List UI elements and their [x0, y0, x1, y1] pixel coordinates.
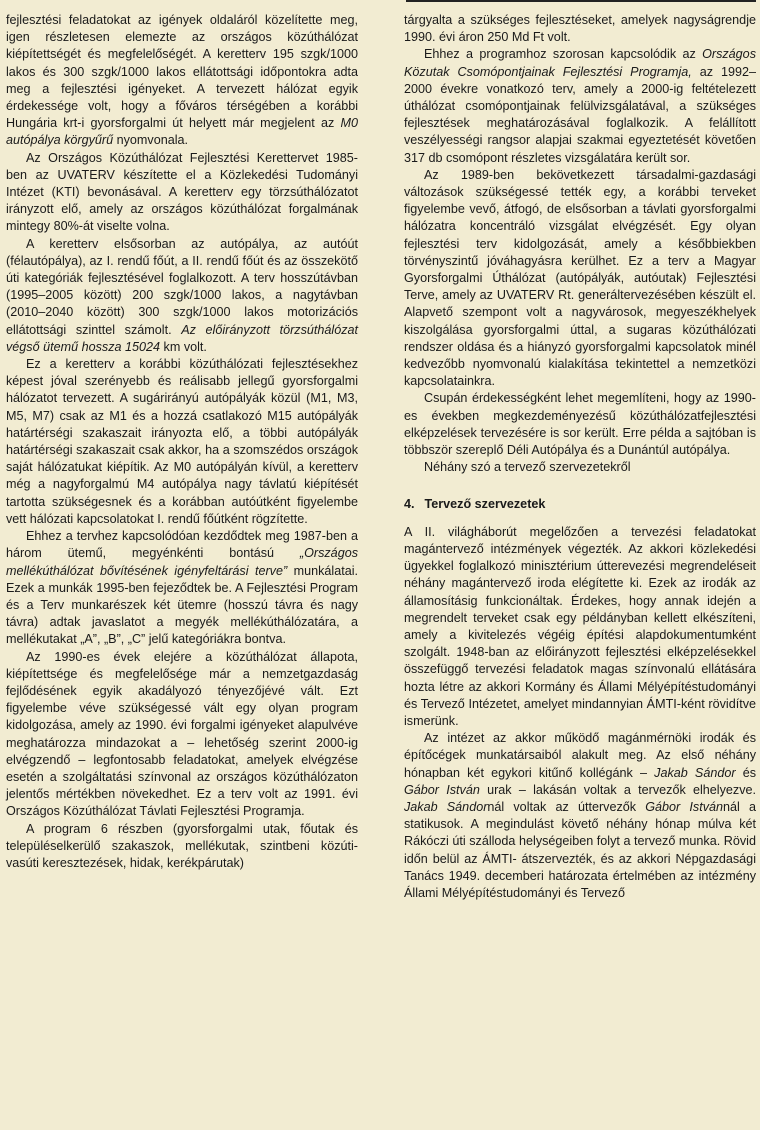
text-run: és	[735, 765, 756, 780]
italic-run: Országos Közutak Csomópontjainak Fejlesztési Programja,	[404, 47, 756, 79]
text-run: Ez a keretterv a korábbi közúthálózati fejlesztésekhez képest jóval szerényebb és reálisabb jellegű gyorsforgalmi hálózatot tervezett. A sugárirányú autópályák közül (M1, M3, M5, M7) csak az M1 és a hozzá csatlakozó M15 autópályák határtérségi szakaszait irányozta elő, a többi autópályák határtérségi szakaszait csak akkor, ha a szomszédos országok saját hálózatukat kiépítik. Az M0 autópályán kívül, a keretterv még a nagyforgalmú M4 autópálya nagy távlatú kiépítését tartotta szükségesnek és a korábban autóútként figyelembe vett hálózati kapcsolatokat I. rendű főútként rögzítette.	[6, 357, 358, 526]
right-column	[404, 12, 756, 902]
italic-run: Az előirányzott törzsúthálózat végső ütemű hossza 15024	[6, 322, 358, 354]
italic-run: M0 autópálya körgyűrű	[6, 116, 358, 148]
text-run: nál voltak az úttervezők	[487, 799, 646, 814]
section-title: Tervező szervezetek	[424, 497, 546, 512]
italic-run: Gábor István	[404, 782, 480, 797]
text-run: km volt.	[160, 339, 207, 354]
paragraph	[404, 730, 756, 902]
paragraph	[404, 167, 756, 391]
italic-run: „Országos mellékúthálózat bővítésének igényfeltárási terve”	[6, 546, 358, 578]
text-run: nyomvonala.	[113, 133, 189, 148]
text-run: A keretterv elsősorban az autópálya, az autóút (félautópálya), az I. rendű főút, a II. rendű főút és az összekötő úti kategóriák fejlesztésével foglalkozott. A terv hosszútávban (1995–2005 között) 200 szgk/1000 lakos, a nagytávban (2010–2040 között) 300 szgk/1000 lakos motorizációs ellátottsági szinttel számolt.	[6, 236, 358, 337]
text-run: Csupán érdekességként lehet megemlíteni, hogy az 1990-es években megkezdeményezésű közúthálózatfejlesztési elképzelések tervezésére is sor került. Erre példa a sajtóban is többször szereplő Déli Autópálya és a Dunántúl autópálya.	[404, 391, 756, 458]
paragraph	[6, 236, 358, 356]
italic-run: Jakab Sándor	[404, 799, 488, 814]
paragraph	[6, 12, 358, 150]
text-run: fejlesztési feladatokat az igények oldaláról közelítette meg, igen részletesen elemezte az országos közúthálózat kiépítettségét és megfelelőségét. A keretterv 195 szgk/1000 lakos és 300 szgk/1000 lakos ellátottsági időpontokra adta meg a fejlesztési igényeket. A tervezett hálózat egyik érdekessége volt, hogy a főváros térségében a korábbi Hungária krt-i gyorsforgalmi út helyett már megjelent az	[6, 13, 358, 131]
left-column	[6, 12, 358, 872]
text-run: az 1992–2000 évekre vonatkozó terv, amely a 2000-ig feltételezett úthálózat csomópontjainak felülvizsgálatával, a szükséges fejlesztések meghatározásával foglalkozik. A felállított veszélyességi rangsor alapjai szakmai egyeztetését követően 317 db csomópont részletes vizsgálatára került sor.	[404, 64, 756, 165]
text-run: Az Országos Közúthálózat Fejlesztési Kerettervet 1985-ben az UVATERV készítette el a Közlekedési Tudományi Intézet (KTI) bevonásával. A keretterv egy törzsúthálózatot irányzott elő, amely az országos közúthálózat forgalmának mintegy 80%-át viselte volna.	[6, 150, 358, 234]
text-run: Ehhez a programhoz szorosan kapcsolódik az	[424, 47, 703, 62]
paragraph	[6, 528, 358, 648]
paragraph	[6, 150, 358, 236]
paragraph	[404, 459, 756, 476]
text-run: Ehhez a tervhez kapcsolódóan kezdődtek meg 1987-ben a három ütemű, megyénkénti bontású	[6, 529, 358, 561]
paragraph	[6, 356, 358, 528]
italic-run: Jakab Sándor	[654, 765, 736, 780]
text-run: munkálatai. Ezek a munkák 1995-ben fejeződtek be. A Fejlesztési Program és a Terv munkarészek két ütemre (hosszú távra és nagy távra) adtak javaslatot a megyék mellékúthálózatára, a mellékutakat „A”, „B”, „C” jelű kategóriákra bontva.	[6, 563, 359, 647]
paragraph	[6, 649, 358, 821]
section-heading	[404, 496, 756, 513]
text-run: A program 6 részben (gyorsforgalmi utak, főutak és településelkerülő szakaszok, mellékutak, szintbeni közúti-vasúti keresztezések, hidak, kerékpárutak)	[6, 821, 358, 870]
text-run: A II. világháborút megelőzően a tervezési feladatokat magántervező intézmények végezték. Az akkori közlekedési ügyekkel foglalkozó minisztérium útterevezési megrendeléseit néhány magántervező iroda elégítette ki. Ezek az irodák az államosításig funkcionáltak. Érdekes, hogy annak idején a megrendelt terveket csak egy példányban kellett elkészíteni, amely a kivitelezés végéig építési alapdokumentumként szolgált. 1948-ban az előirányzott fejlesztési elképzelésekkel összefüggő tervezési feladatok magas színvonalú ellátására hozta létre az akkori Kormány és Állami Mélyépítéstudományi és Tervező Intézetet, amelyet mindannyian ÁMTI-ként rövidítve ismerünk.	[404, 524, 756, 728]
paragraph	[404, 46, 756, 166]
paragraph	[404, 524, 756, 730]
paragraph	[6, 821, 358, 873]
italic-run: Gábor István	[645, 799, 724, 814]
text-run: tárgyalta a szükséges fejlesztéseket, amelyek nagyságrendje 1990. évi áron 250 Md Ft volt.	[404, 13, 756, 45]
text-run: Az intézet az akkor működő magánmérnöki irodák és építőcégek munkatársaiból alakult meg. Az első néhány hónapban két egykori kitűnő kollégánk –	[404, 731, 756, 780]
text-run: nál a statikusok. A megindulást követő néhány hónap múlva két Rákóczi úti szálloda helységeiben folyt a tervező munka. Rövid időn belül az ÁMTI- átszervezték, és az akkori Népgazdasági Tanács 1949. decemberi határozata értelmében az intézmény Állami Mélyépítéstudományi és Tervező	[404, 799, 757, 900]
section-number: 4.	[404, 497, 415, 512]
text-run: Az 1990-es évek elejére a közúthálózat állapota, kiépítettsége és megfelelősége már a nemzetgazdaság fejlődésének egyik akadályozó tényezőjévé vált. Ezt figyelembe véve szükségessé vált egy olyan program kidolgozása, amely az 1990. évi forgalmi igényeket alapulvéve meghatározza mindazokat a – lehetőség szerint 2000-ig elvégzendő – legfontosabb feladatokat, amelyek elvégzése esetén a szolgáltatási színvonal az országos közúthálózaton jelentős mértékben növekedhet. Ez a terv volt az 1991. évi Országos Közúthálózat Távlati Fejlesztési Programja.	[6, 649, 358, 819]
text-run: Az 1989-ben bekövetkezett társadalmi-gazdasági változások szükségessé tették egy, a korábbi terveket figyelembe vevő, átfogó, de elsősorban a távlati gyorsforgalmi hálózatra koncentráló vizsgálat elvégzését. Egy olyan fejlesztési terv kidolgozását, amely a későbbiekben törvényszintű jóváhagyásra kerülhet. Ez a terv a Magyar Gyorsforgalmi Úthálózat (autópályák, autóutak) Fejlesztési Terve, amely az UVATERV Rt. generáltervezésében készült el. Alapvető szempont volt a nagyvárosok, megyeszékhelyek kiszolgálása gyorsforgalmi úttal, a sugaras közúthálózati rendszer oldása és a hiányzó gyorsforgalmi kapcsolatok minél kedvezőbb nyomvonalú kialakítása tekintettel a nemzetközi kapcsolatainkra.	[404, 167, 756, 389]
top-rule	[406, 0, 756, 2]
text-run: Néhány szó a tervező szervezetekről	[424, 460, 631, 475]
paragraph	[404, 390, 756, 459]
paragraph	[404, 12, 756, 46]
text-run: urak – lakásán voltak a tervezők elhelyezve.	[479, 782, 756, 797]
